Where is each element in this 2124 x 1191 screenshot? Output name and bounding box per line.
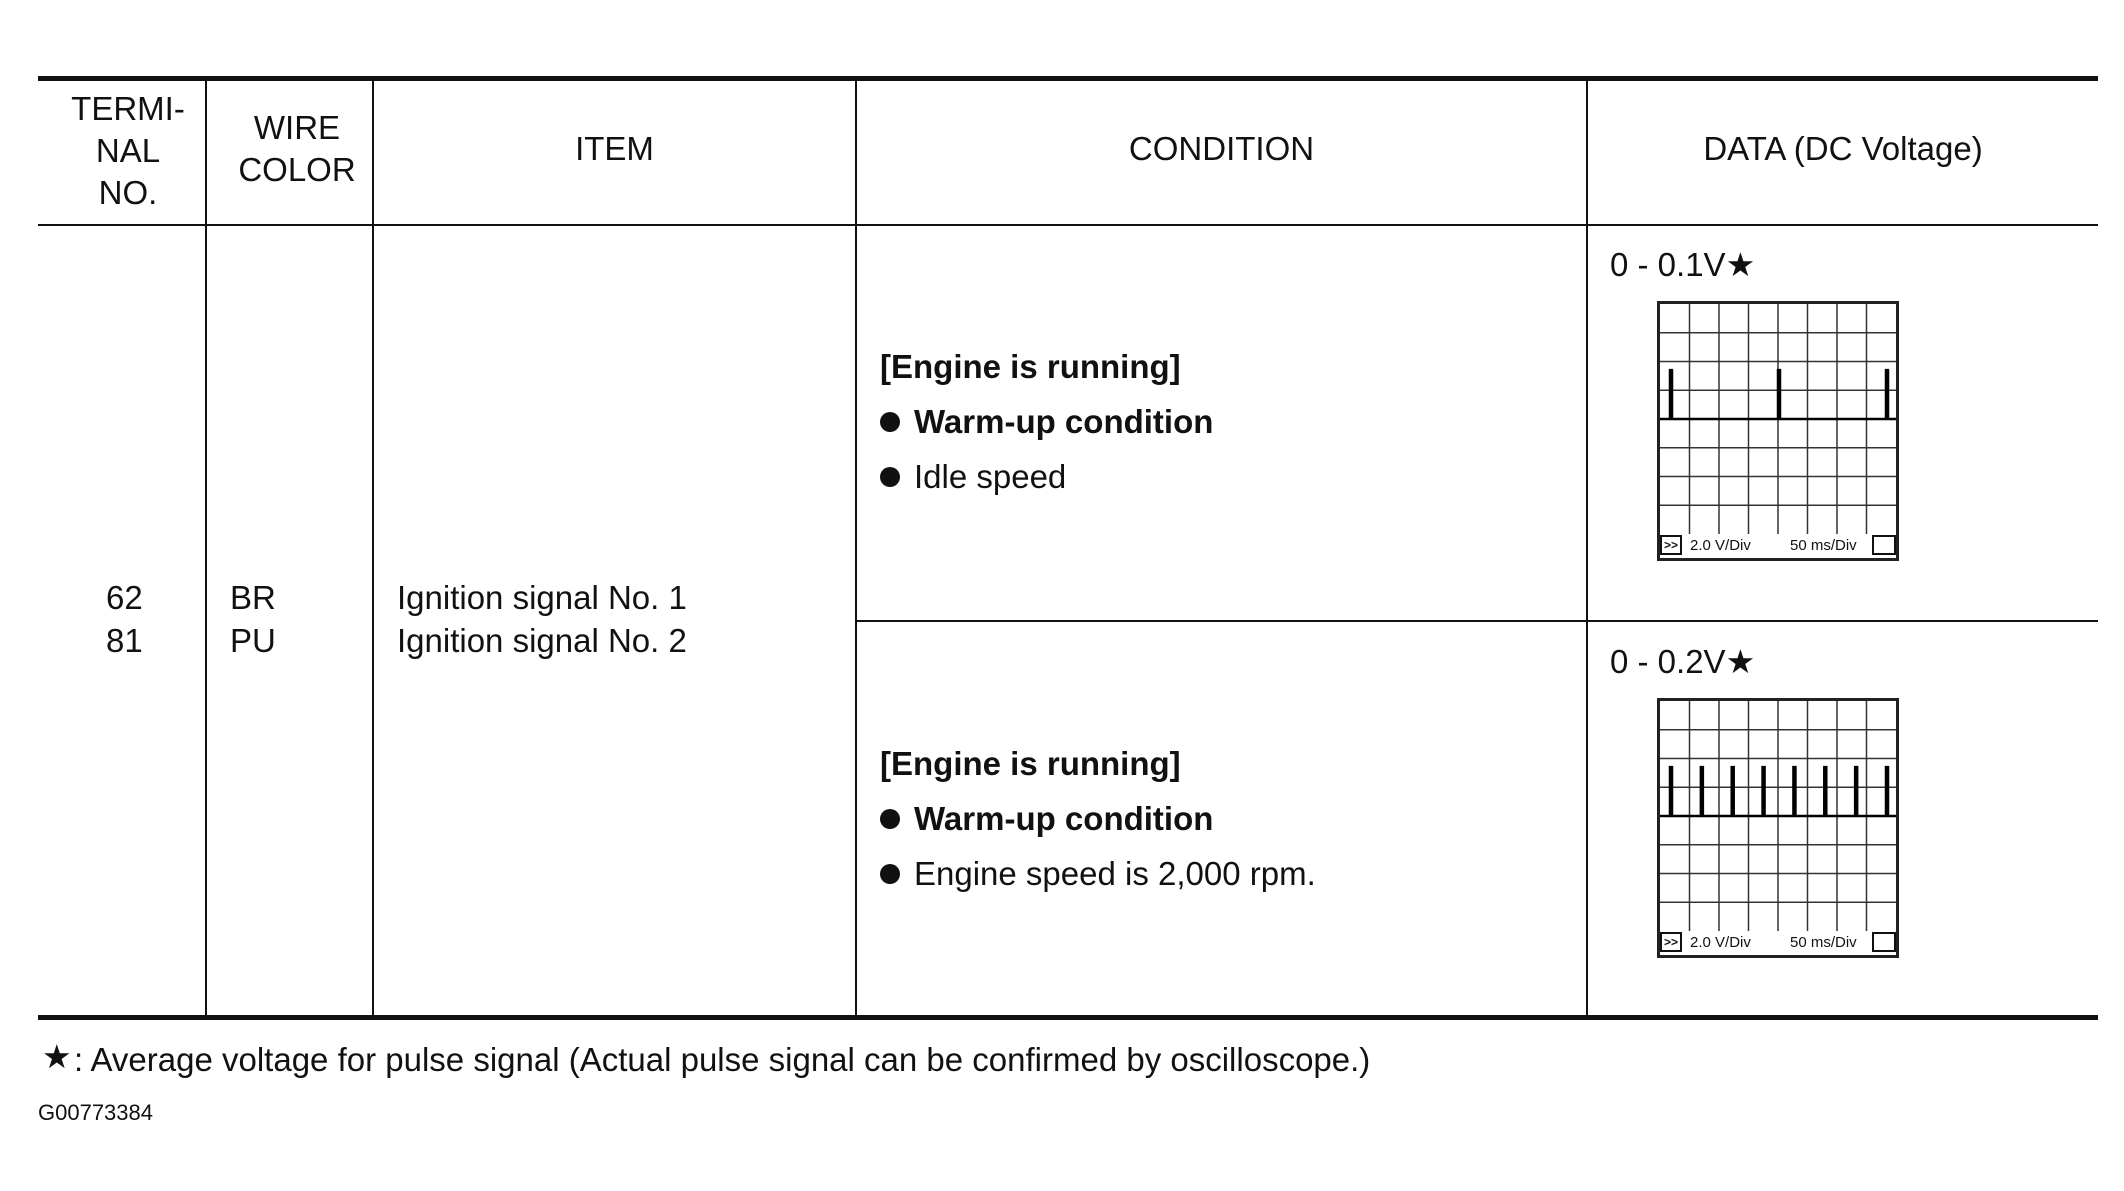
header-wire-line2: COLOR [238,151,356,188]
scope-volts-per-div: 2.0 V/Div [1690,537,1751,554]
condition-title-2: [Engine is running] [880,745,1181,782]
scope-arrow-icon: >> [1660,535,1682,555]
scope-grid-2 [1660,701,1896,931]
scope-volts-per-div: 2.0 V/Div [1690,934,1751,951]
col-divider-1 [205,80,207,1017]
header-terminal-line1: TERMI- [71,90,185,127]
scope-footer-2 [1660,931,1896,955]
scope-grid-1 [1660,304,1896,534]
header-wire-line1: WIRE [253,109,341,146]
condition-title-1: [Engine is running] [880,348,1181,385]
header-condition: CONDITION [1128,130,1315,167]
bullet-icon [880,412,900,432]
table-bottom-rule [38,1015,2098,1020]
item-2: Ignition signal No. 2 [397,622,687,659]
col-divider-2 [372,80,374,1017]
scope-arrow-icon: >> [1660,932,1682,952]
header-terminal-line2: NAL [95,132,161,169]
terminal-no-1: 62 [106,579,143,616]
scope-footer-1 [1660,534,1896,558]
oscilloscope-trace-1 [1657,301,1899,561]
table-top-rule [38,76,2098,81]
voltage-value-2: 0 - 0.2V★ [1610,643,1756,680]
item-1: Ignition signal No. 1 [397,579,687,616]
oscilloscope-trace-2 [1657,698,1899,958]
footnote-text: : Average voltage for pulse signal (Actual pulse signal can be confirmed by oscilloscope.) [74,1041,1371,1078]
condition-bullet-1-1: Warm-up condition [914,403,1214,440]
bullet-icon [880,809,900,829]
wire-color-2: PU [230,622,276,659]
figure-code: G00773384 [38,1100,153,1125]
voltage-value-1: 0 - 0.1V★ [1610,246,1756,283]
header-terminal-line3: NO. [98,174,158,211]
scope-box-icon [1872,932,1896,952]
bullet-icon [880,864,900,884]
header-data: DATA (DC Voltage) [1703,130,1983,167]
condition-bullet-2-1: Warm-up condition [914,800,1214,837]
header-divider [38,224,2098,226]
row-divider [857,620,2098,622]
col-divider-3 [855,80,857,1017]
scope-time-per-div: 50 ms/Div [1790,934,1857,951]
condition-bullet-1-2: Idle speed [914,458,1067,495]
scope-box-icon [1872,535,1896,555]
scope-pulse-trace [1660,370,1896,419]
wire-color-1: BR [230,579,276,616]
col-divider-4 [1586,80,1588,1017]
bullet-icon [880,467,900,487]
scope-time-per-div: 50 ms/Div [1790,537,1857,554]
condition-bullet-2-2: Engine speed is 2,000 rpm. [914,855,1316,892]
terminal-no-2: 81 [106,622,143,659]
star-icon: ★ [42,1038,72,1075]
header-item: ITEM [575,130,654,167]
